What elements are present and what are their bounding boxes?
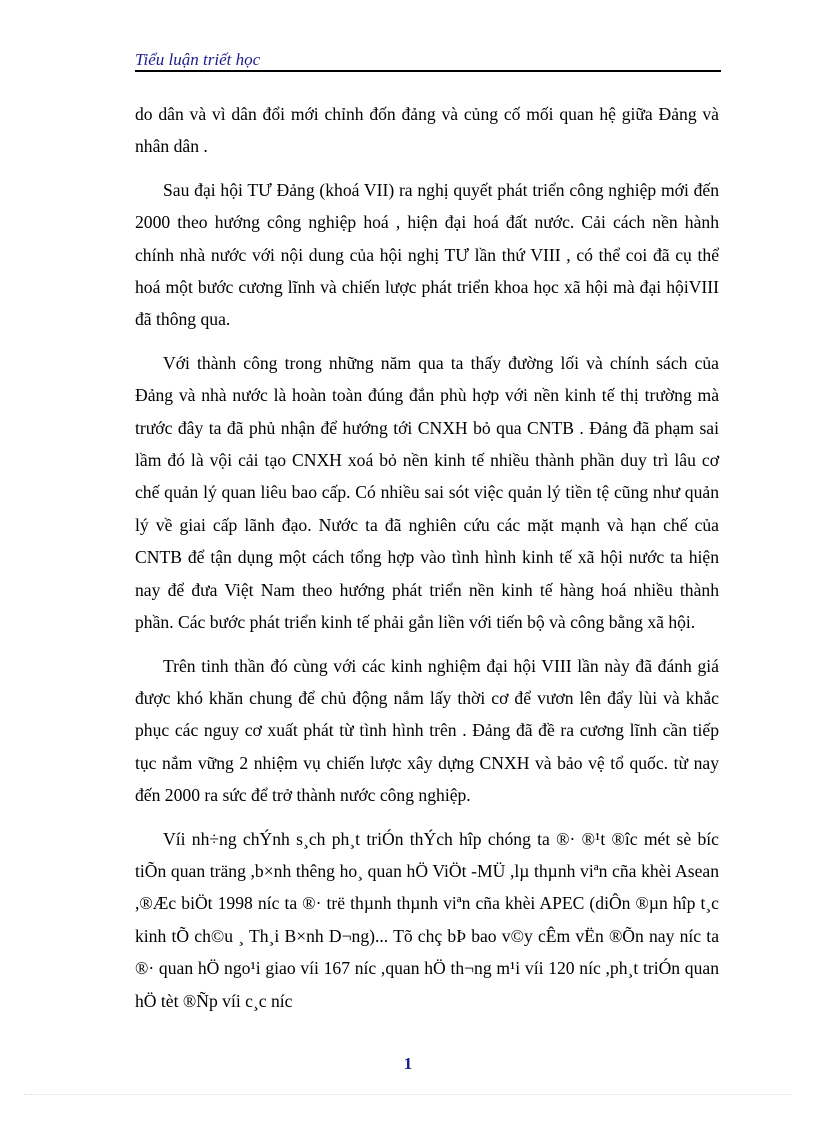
paragraph-1: do dân và vì dân đổi mới chỉnh đốn đảng và củng cố mối quan hệ giữa Đảng và nhân dân . bbox=[135, 104, 719, 157]
page-header bbox=[135, 50, 721, 72]
page-number: 1 bbox=[403, 1054, 413, 1073]
page-bottom-rule bbox=[24, 1094, 792, 1095]
paragraph-4: Trên tinh thần đó cùng với các kinh nghiệm đại hội VIII lần này đã đánh giá được khó khăn chung để chủ động nắm lấy thời cơ để vươn lên đẩy lùi và khắc phục các nguy cơ xuất phát từ tình hình trên . Đảng đã đề ra cương lĩnh cần tiếp tục nắm vững 2 nhiệm vụ chiến lược xây dựng CNXH và bảo vệ tổ quốc. từ nay đến 2000 ra sức để trở thành nước công nghiệp. bbox=[135, 655, 719, 806]
header-title: Tiểu luận triết học bbox=[135, 50, 261, 69]
header-rule bbox=[135, 70, 721, 72]
paragraph-5: Víi nh÷ng chÝnh s¸ch ph¸t triÓn thÝch hîp chóng ta ®· ®¹t ®îc mét sè bíc tiÕn quan träng ,b×nh thêng ho¸ quan hÖ ViÖt -MÜ ,lµ thµnh viªn cña khèi Asean ,®Æc biÖt 1998 níc ta ®· trë thµnh thµnh viªn cña khèi APEC (diÔn ®µn hîp t¸c kinh tÕ ch©u ¸ Th¸i B×nh D¬ng)... Tõ chç bÞ bao v©y cÊm vËn ®Õn nay níc ta ®· quan hÖ ngo¹i giao víi 167 níc ,quan hÖ th¬ng m¹i víi 120 níc ,ph¸t triÓn quan hÖ tèt ®Ñp víi c¸c níc bbox=[135, 828, 719, 1011]
paragraph-2: Sau đại hội TƯ Đảng (khoá VII) ra nghị quyết phát triển công nghiệp mới đến 2000 theo hướng công nghiệp hoá , hiện đại hoá đất nước. Cải cách nền hành chính nhà nước với nội dung của hội nghị TƯ lần thứ VIII , có thể coi đã cụ thể hoá một bước cương lĩnh và chiến lược phát triển khoa học xã hội mà đại hộiVIII đã thông qua. bbox=[135, 179, 719, 330]
document-body bbox=[135, 98, 719, 1028]
paragraph-3: Với thành công trong những năm qua ta thấy đường lối và chính sách của Đảng và nhà nước là hoàn toàn đúng đắn phù hợp với nền kinh tế thị trường mà trước đây ta đã phủ nhận để hướng tới CNXH bỏ qua CNTB . Đảng đã phạm sai lầm đó là vội cải tạo CNXH xoá bỏ nền kinh tế nhiều thành phần duy trì lâu cơ chế quản lý quan liêu bao cấp. Có nhiều sai sót việc quản lý tiền tệ cũng như quản lý về giai cấp lãnh đạo. Nước ta đã nghiên cứu các mặt mạnh và hạn chế của CNTB để tận dụng một cách tổng hợp vào tình hình kinh tế xã hội nước ta hiện nay để đưa Việt Nam theo hướng phát triển nền kinh tế hàng hoá nhiều thành phần. Các bước phát triển kinh tế phải gắn liền với tiến bộ và công bằng xã hội. bbox=[135, 352, 719, 633]
